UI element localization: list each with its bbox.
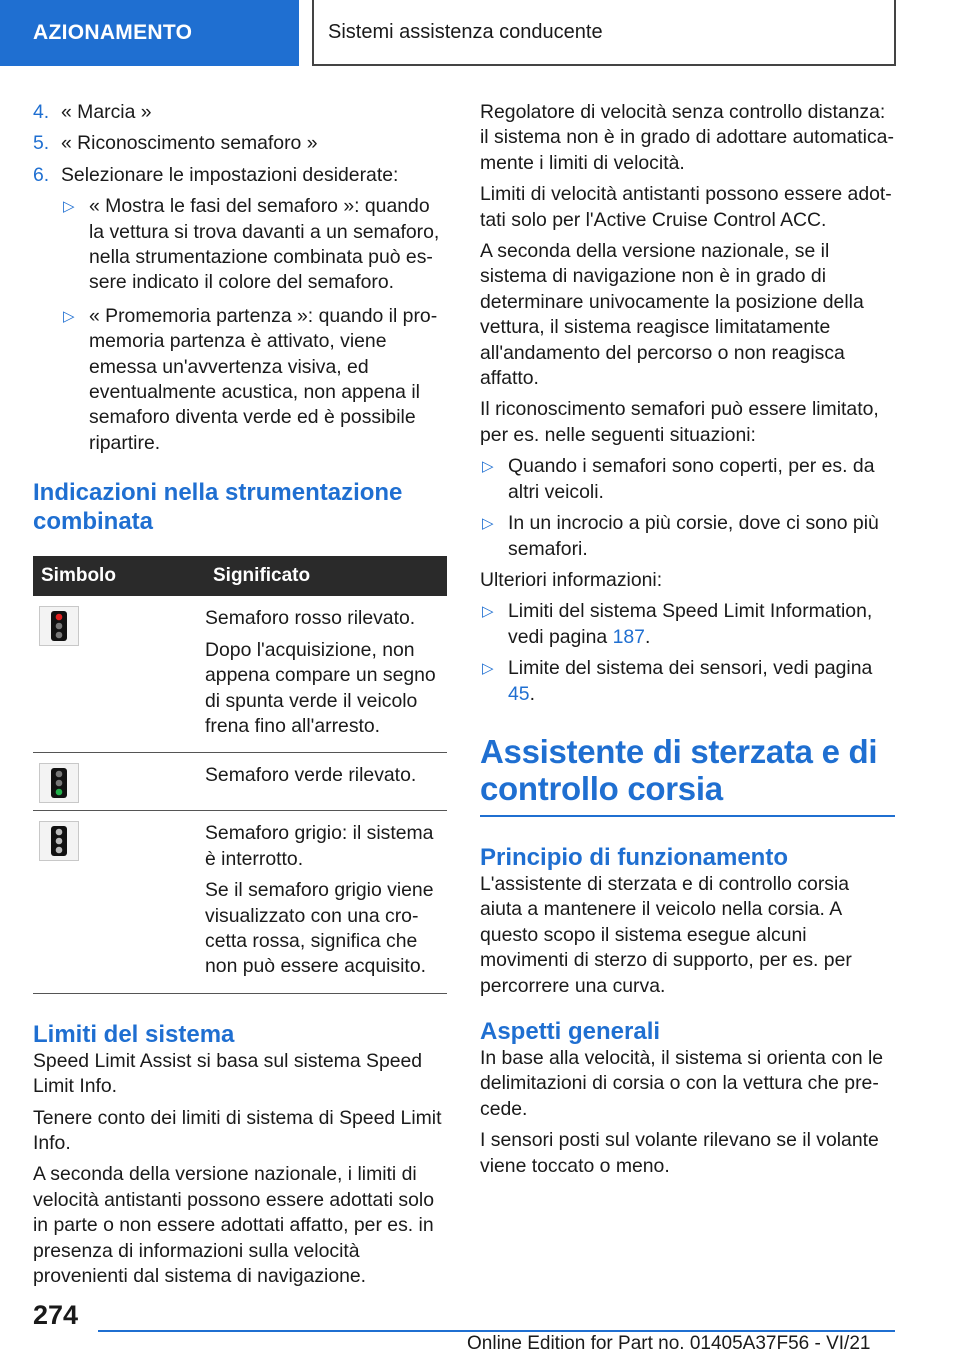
paragraph: Il riconoscimento semafori può essere limitato, per es. nelle seguenti situazioni:: [480, 398, 879, 446]
table-row: Semaforo rosso rilevato. Dopo l'acquisizione, non appena compare un segno di spunta verde il veicolo frena fino all'arresto.: [33, 596, 447, 753]
table-row: Semaforo grigio: il sistema è interrotto. Se il semaforo grigio viene visualizzato con una crocetta rossa, significa che non può essere acquisito.: [33, 811, 447, 993]
list-item: ▷ In un incrocio a più corsie, dove ci sono più semafori.: [482, 512, 879, 560]
chapter-title: Sistemi assistenza conducente: [328, 20, 603, 43]
principle-heading: Principio di funzionamento: [480, 843, 788, 871]
paragraph: A seconda della versione nazionale, se il sistema di navigazione non è in grado di determinare univocamente la posizione della vettura, il sistema reagisce limitatamente all'andamento del percorso o non reagisca affatto.: [480, 240, 864, 390]
right-column: [480, 100, 895, 1185]
section-tab: [0, 0, 299, 66]
main-heading: Assistente di sterzata e di controllo corsia: [480, 732, 878, 807]
situations-list: [480, 454, 895, 562]
general-heading: Aspetti generali: [480, 1017, 661, 1045]
section-title: AZIONAMENTO: [33, 21, 193, 44]
step-text: « Riconoscimento semaforo »: [61, 132, 318, 155]
step-text: « Marcia »: [61, 101, 152, 123]
step-number: 5.: [33, 132, 50, 155]
list-item: ▷ Limiti del sistema Speed Limit Information, vedi pagina 187.: [482, 600, 873, 648]
traffic-light-red-icon: [39, 606, 79, 646]
triangle-bullet-icon: ▷: [482, 515, 494, 533]
page-link-187[interactable]: 187: [612, 625, 645, 648]
traffic-light-grey-icon: [39, 821, 79, 861]
list-item: ▷ Limite del sistema dei sensori, vedi pagina 45.: [482, 657, 873, 705]
page-number: 274: [33, 1300, 79, 1330]
left-column: [33, 100, 447, 1295]
step-number: 4.: [33, 101, 50, 123]
list-item: ▷ « Promemoria partenza »: quando il promemoria partenza è attivato, viene emessa un'avvertenza visiva, ed eventualmente acustica, non appena il semaforo diventa verde ed è possibile ripartire.: [63, 304, 438, 454]
limits-paragraph: Speed Limit Assist si basa sul sistema Speed Limit Info.: [33, 1049, 423, 1098]
list-item: ▷ « Mostra le fasi del semaforo »: quando la vettura si trova davanti a un semaforo, nella strumentazione combinata può essere indicato il colore del semaforo.: [63, 195, 440, 294]
general-paragraph: In base alla velocità, il sistema si orienta con le delimitazioni di corsia o con la vettura che precede.: [480, 1046, 884, 1120]
traffic-light-green-icon: [39, 763, 79, 803]
settings-bullets: [61, 194, 447, 456]
display-heading: Indicazioni nella strumentazione combinata: [33, 479, 403, 536]
col-header-meaning: Significato: [205, 556, 447, 596]
page-link-45[interactable]: 45: [508, 682, 530, 705]
limits-paragraph: Tenere conto dei limiti di sistema di Speed Limit Info.: [33, 1106, 442, 1154]
symbol-table: [33, 556, 447, 993]
footer-rule: [98, 1330, 895, 1332]
step-list: [33, 100, 447, 456]
step-6: [33, 163, 447, 456]
step-number: 6.: [33, 163, 50, 186]
triangle-bullet-icon: ▷: [482, 660, 494, 678]
paragraph: Regolatore di velocità senza controllo distanza: il sistema non è in grado di adottare automaticamente i limiti di velocità.: [480, 101, 894, 174]
step-5: [33, 131, 447, 156]
limits-paragraph: A seconda della versione nazionale, i limiti di velocità antistanti possono essere adottati solo in parte o non essere adottati affatto, per es. in presenza di informazioni sulla velocità provenienti dal sistema di navigazione.: [33, 1163, 434, 1287]
heading-rule: [480, 815, 895, 817]
principle-paragraph: L'assistente di sterzata e di controllo corsia aiuta a mantenere il veicolo nella corsia. A questo scopo il sistema esegue alcuni movimenti di sterzo di supporto, per es. per percorrere una curva.: [480, 872, 852, 997]
limits-heading: Limiti del sistema: [33, 1020, 235, 1048]
col-header-symbol: Simbolo: [33, 556, 205, 596]
list-item: ▷ Quando i semafori sono coperti, per es. da altri veicoli.: [482, 455, 875, 503]
triangle-bullet-icon: ▷: [482, 603, 494, 621]
edition-text: Online Edition for Part no. 01405A37F56 - VI/21: [467, 1333, 871, 1354]
step-text: Selezionare le impostazioni desiderate:: [61, 163, 399, 186]
paragraph: Limiti di velocità antistanti possono essere adottati solo per l'Active Cruise Control ACC.: [480, 183, 892, 231]
more-info-list: [480, 599, 895, 707]
triangle-bullet-icon: ▷: [63, 198, 75, 216]
step-4: [33, 100, 447, 125]
table-row: Semaforo verde rilevato.: [33, 753, 447, 811]
general-paragraph: I sensori posti sul volante rilevano se il volante viene toccato o meno.: [480, 1129, 879, 1177]
triangle-bullet-icon: ▷: [482, 458, 494, 476]
triangle-bullet-icon: ▷: [63, 307, 75, 325]
more-info-label: Ulteriori informazioni:: [480, 568, 663, 591]
chapter-tab: [312, 0, 896, 66]
